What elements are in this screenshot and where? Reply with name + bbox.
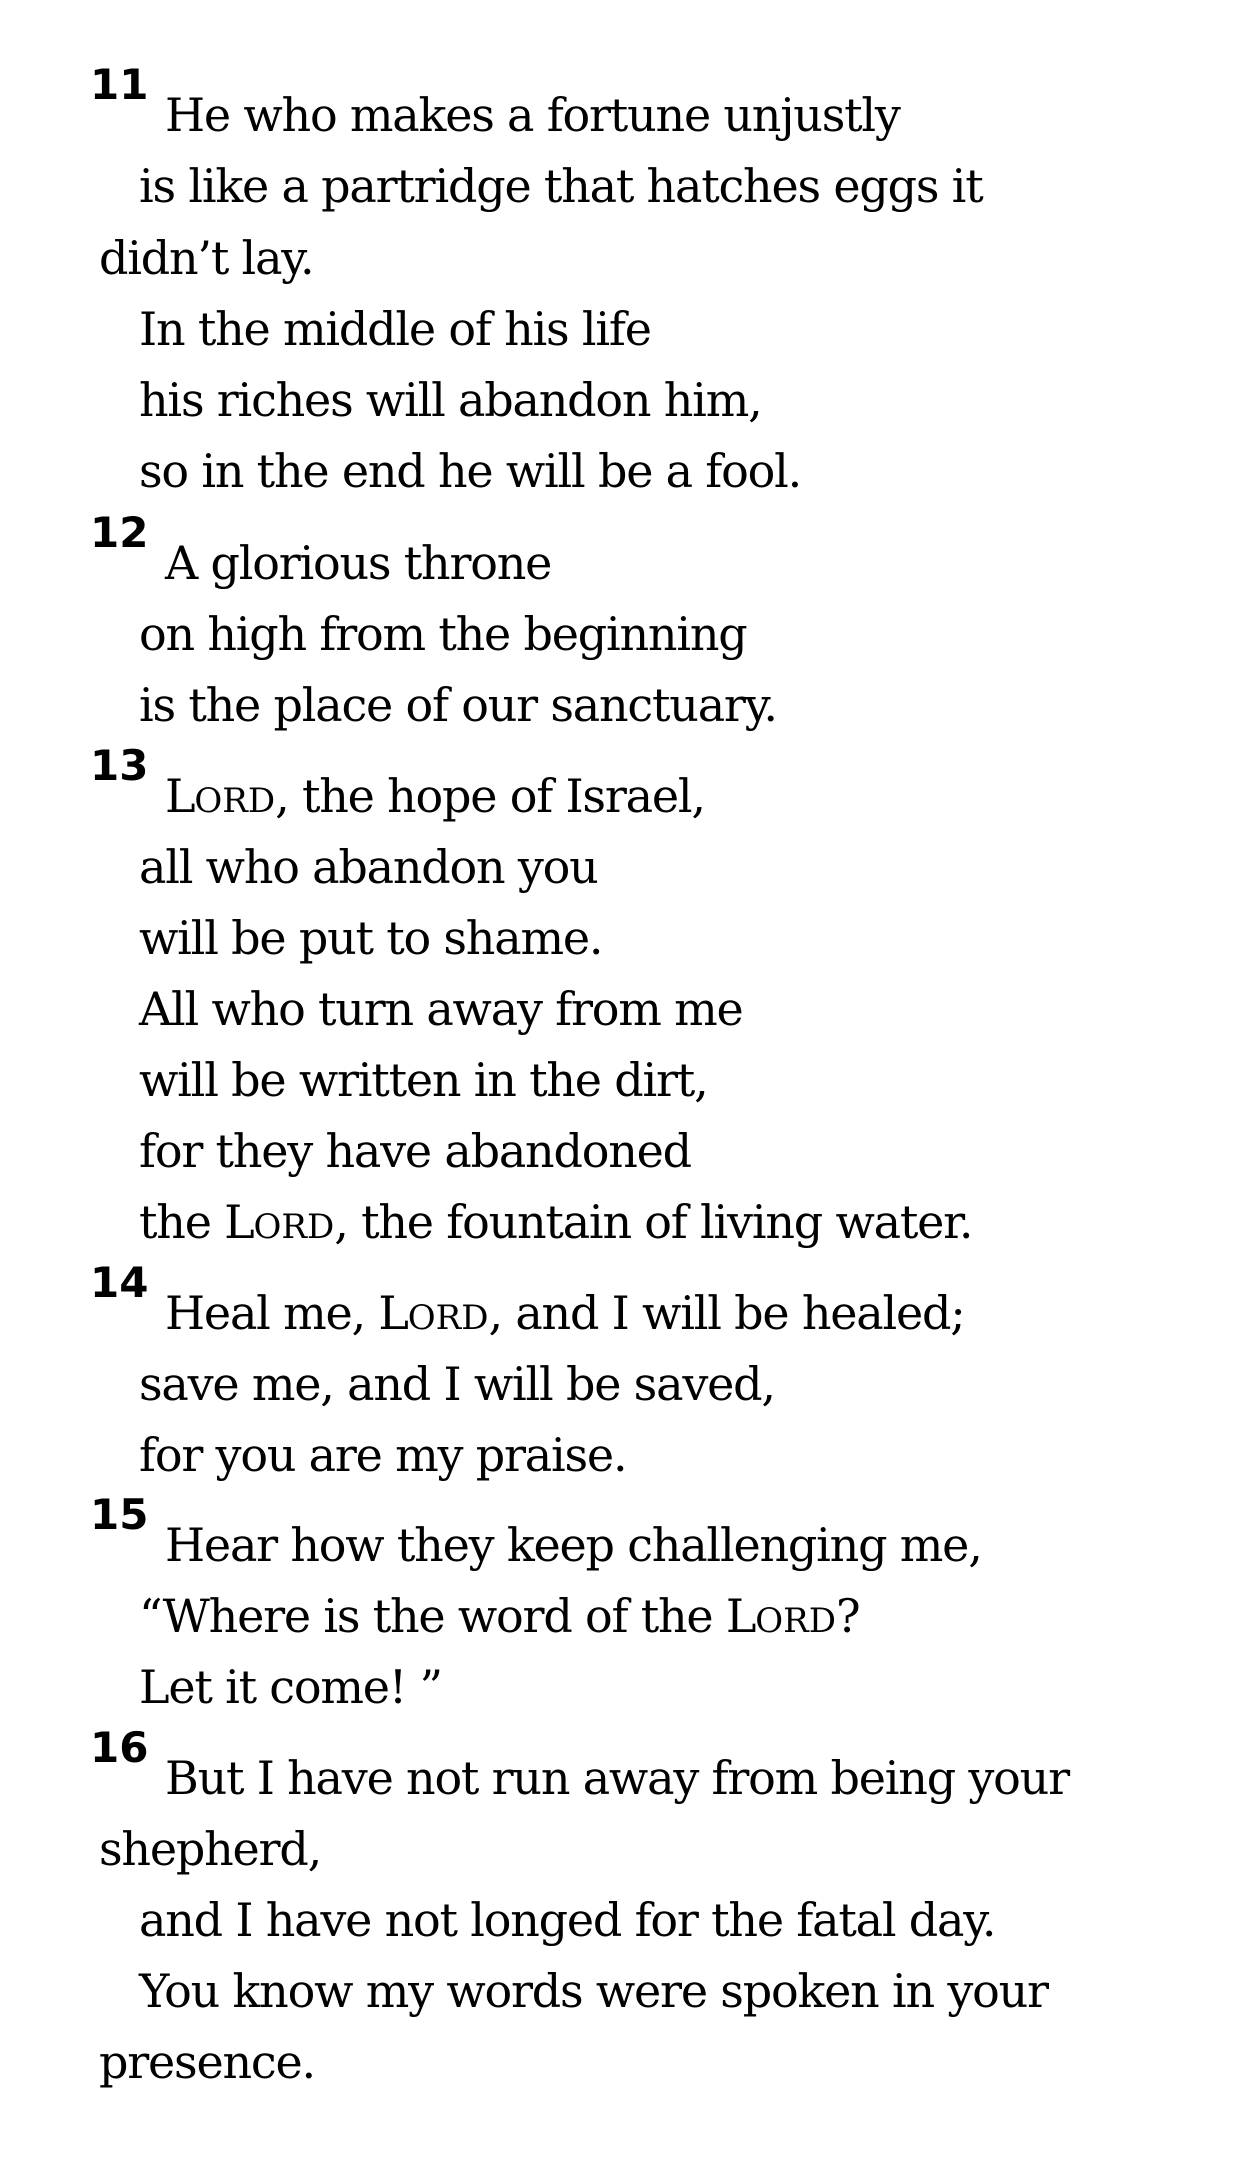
verse-line: his riches will abandon him, [139, 373, 762, 427]
verse-line: the LORD, the fountain of living water. [139, 1195, 973, 1249]
verse-line: shepherd, [99, 1822, 322, 1876]
verse-line: “Where is the word of the LORD? [139, 1589, 860, 1643]
verse-line: on high from the beginning [139, 607, 747, 661]
verse-line: All who turn away from me [139, 982, 743, 1036]
verse-line: will be put to shame. [139, 911, 603, 965]
verse-line: save me, and I will be saved, [139, 1357, 775, 1411]
verse-number: 16 [90, 1723, 149, 1772]
verse-line: In the middle of his life [139, 302, 651, 356]
verse-number: 11 [90, 60, 149, 109]
verse-line: all who abandon you [139, 840, 598, 894]
verse-line: is the place of our sanctuary. [139, 678, 777, 732]
verse-line: He who makes a fortune unjustly [165, 88, 900, 142]
verse-line: for they have abandoned [139, 1124, 691, 1178]
verse-line: so in the end he will be a fool. [139, 444, 802, 498]
verse-number: 12 [90, 508, 149, 557]
verse-line: is like a partridge that hatches eggs it [139, 159, 983, 213]
verse-line: Heal me, LORD, and I will be healed; [165, 1286, 965, 1340]
verse-line: A glorious throne [165, 536, 552, 590]
verse-line: But I have not run away from being your [165, 1751, 1069, 1805]
verse-number: 15 [90, 1490, 149, 1539]
verse-line: will be written in the dirt, [139, 1053, 708, 1107]
verse-line: Let it come! ” [139, 1660, 442, 1714]
verse-line: presence. [99, 2035, 315, 2089]
verse-number: 13 [90, 741, 149, 790]
verse-line: didn’t lay. [99, 231, 314, 285]
verse-number: 14 [90, 1258, 149, 1307]
verse-line: LORD, the hope of Israel, [165, 769, 705, 823]
verse-line: for you are my praise. [139, 1428, 627, 1482]
verse-line: Hear how they keep challenging me, [165, 1518, 982, 1572]
verse-line: and I have not longed for the fatal day. [139, 1893, 996, 1947]
verse-line: You know my words were spoken in your [139, 1964, 1048, 2018]
